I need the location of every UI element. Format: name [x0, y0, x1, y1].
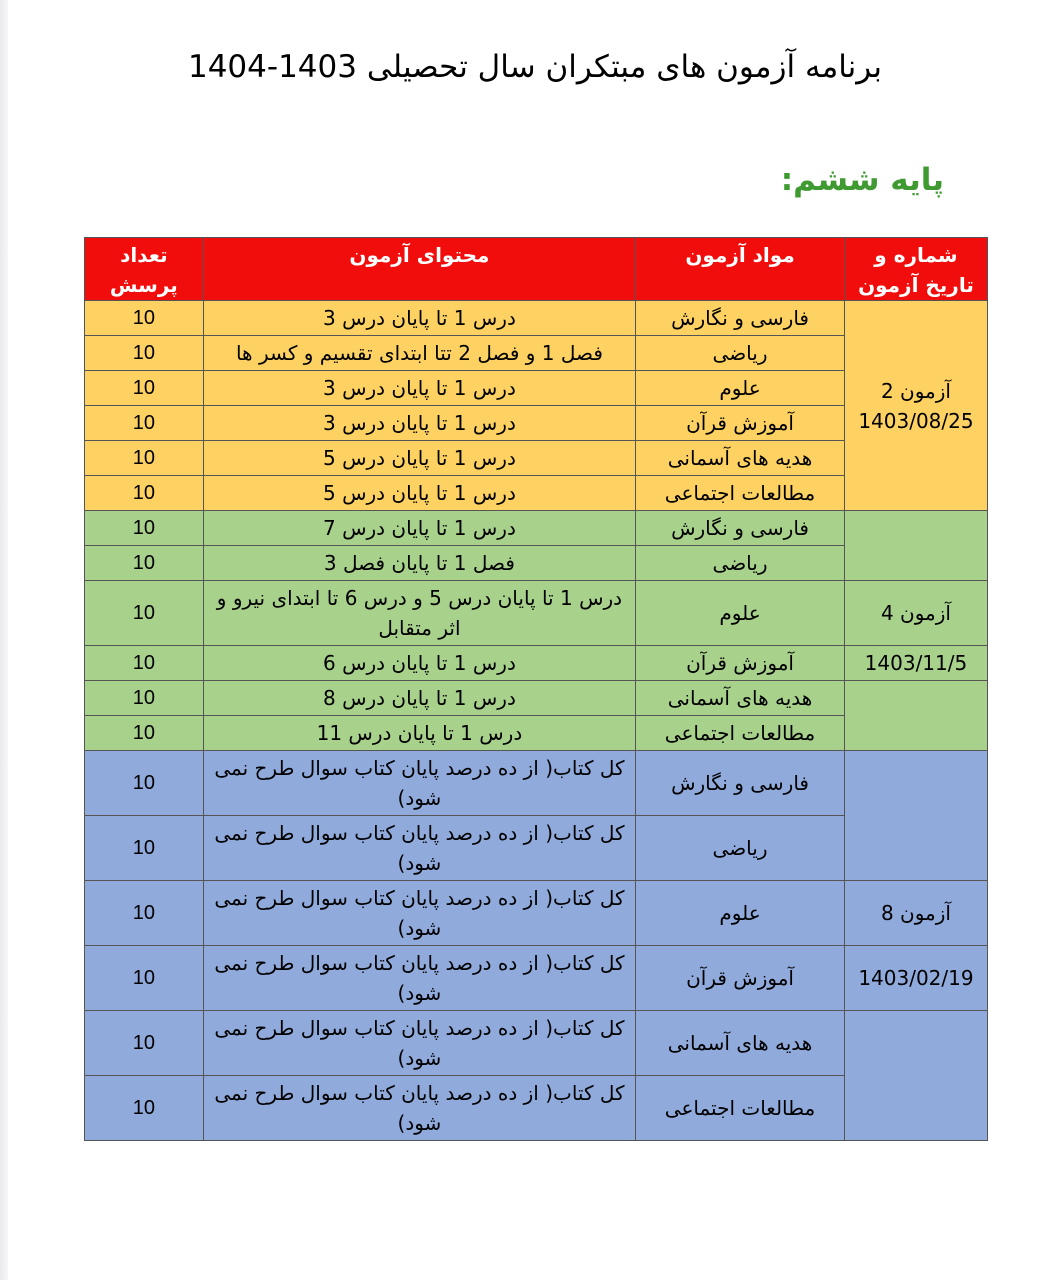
count-cell: 10	[85, 681, 204, 716]
exam-date: 1403/08/25	[858, 408, 974, 433]
subject-cell: علوم	[636, 881, 845, 946]
subject-cell: ریاضی	[636, 816, 845, 881]
header-subject: مواد آزمون	[636, 238, 845, 301]
subject-cell: مطالعات اجتماعی	[636, 1076, 845, 1141]
header-content: محتوای آزمون	[203, 238, 635, 301]
exam-date: 1403/02/19	[844, 946, 987, 1011]
content-cell: کل کتاب( از ده درصد پایان کتاب سوال طرح نمی شود)	[203, 881, 635, 946]
exam-schedule-table	[84, 237, 988, 1141]
grade-heading: پایه ششم:	[780, 162, 944, 198]
subject-cell: علوم	[636, 581, 845, 646]
subject-cell: آموزش قرآن	[636, 646, 845, 681]
count-cell: 10	[85, 816, 204, 881]
count-cell: 10	[85, 441, 204, 476]
header-count: تعداد پرسش	[85, 238, 204, 301]
exam-cell-blank	[844, 511, 987, 581]
exam-cell-blank	[844, 681, 987, 751]
content-cell: کل کتاب( از ده درصد پایان کتاب سوال طرح نمی شود)	[203, 946, 635, 1011]
subject-cell: ریاضی	[636, 336, 845, 371]
subject-cell: آموزش قرآن	[636, 406, 845, 441]
count-cell: 10	[85, 946, 204, 1011]
subject-cell: فارسی و نگارش	[636, 301, 845, 336]
page-title: برنامه آزمون های مبتکران سال تحصیلی 1403-1404	[187, 49, 883, 85]
content-cell: درس 1 تا پایان درس 6	[203, 646, 635, 681]
content-cell: درس 1 تا پایان درس 5	[203, 476, 635, 511]
content-cell: درس 1 تا پایان درس 5	[203, 441, 635, 476]
content-cell: کل کتاب( از ده درصد پایان کتاب سوال طرح نمی شود)	[203, 816, 635, 881]
count-cell: 10	[85, 301, 204, 336]
content-cell: درس 1 تا پایان درس 3	[203, 371, 635, 406]
count-cell: 10	[85, 406, 204, 441]
count-cell: 10	[85, 881, 204, 946]
count-cell: 10	[85, 751, 204, 816]
content-cell: درس 1 تا پایان درس 8	[203, 681, 635, 716]
page-edge	[0, 0, 8, 1280]
table-row	[85, 881, 988, 946]
content-cell: درس 1 تا پایان درس 11	[203, 716, 635, 751]
subject-cell: ریاضی	[636, 546, 845, 581]
subject-cell: علوم	[636, 371, 845, 406]
subject-cell: هدیه های آسمانی	[636, 1011, 845, 1076]
subject-cell: آموزش قرآن	[636, 946, 845, 1011]
table-row	[85, 511, 988, 546]
exam-cell	[844, 301, 987, 511]
table-row	[85, 301, 988, 336]
header-row	[85, 238, 988, 301]
content-cell: فصل 1 و فصل 2 تتا ابتدای تقسیم و کسر ها	[203, 336, 635, 371]
content-cell: فصل 1 تا پایان فصل 3	[203, 546, 635, 581]
table-row	[85, 1011, 988, 1076]
content-cell: درس 1 تا پایان درس 7	[203, 511, 635, 546]
exam-cell-blank	[844, 1011, 987, 1141]
table-row	[85, 646, 988, 681]
count-cell: 10	[85, 716, 204, 751]
subject-cell: مطالعات اجتماعی	[636, 716, 845, 751]
subject-cell: فارسی و نگارش	[636, 511, 845, 546]
content-cell: کل کتاب( از ده درصد پایان کتاب سوال طرح نمی شود)	[203, 1011, 635, 1076]
exam-name: آزمون 8	[844, 881, 987, 946]
subject-cell: هدیه های آسمانی	[636, 681, 845, 716]
count-cell: 10	[85, 511, 204, 546]
count-cell: 10	[85, 1076, 204, 1141]
header-exam: شماره و تاریخ آزمون	[844, 238, 987, 301]
content-cell: درس 1 تا پایان درس 3	[203, 301, 635, 336]
table-row	[85, 681, 988, 716]
exam-name: آزمون 4	[844, 581, 987, 646]
count-cell: 10	[85, 646, 204, 681]
exam-name: آزمون 2	[880, 378, 951, 403]
subject-cell: مطالعات اجتماعی	[636, 476, 845, 511]
content-cell: درس 1 تا پایان درس 3	[203, 406, 635, 441]
exam-date: 1403/11/5	[844, 646, 987, 681]
content-cell: کل کتاب( از ده درصد پایان کتاب سوال طرح نمی شود)	[203, 1076, 635, 1141]
count-cell: 10	[85, 1011, 204, 1076]
content-cell: کل کتاب( از ده درصد پایان کتاب سوال طرح نمی شود)	[203, 751, 635, 816]
count-cell: 10	[85, 336, 204, 371]
subject-cell: هدیه های آسمانی	[636, 441, 845, 476]
count-cell: 10	[85, 371, 204, 406]
subject-cell: فارسی و نگارش	[636, 751, 845, 816]
table-row	[85, 751, 988, 816]
count-cell: 10	[85, 476, 204, 511]
table-row	[85, 946, 988, 1011]
content-cell: درس 1 تا پایان درس 5 و درس 6 تا ابتدای نیرو و اثر متقابل	[203, 581, 635, 646]
count-cell: 10	[85, 581, 204, 646]
exam-cell-blank	[844, 751, 987, 881]
count-cell: 10	[85, 546, 204, 581]
table-row	[85, 581, 988, 646]
